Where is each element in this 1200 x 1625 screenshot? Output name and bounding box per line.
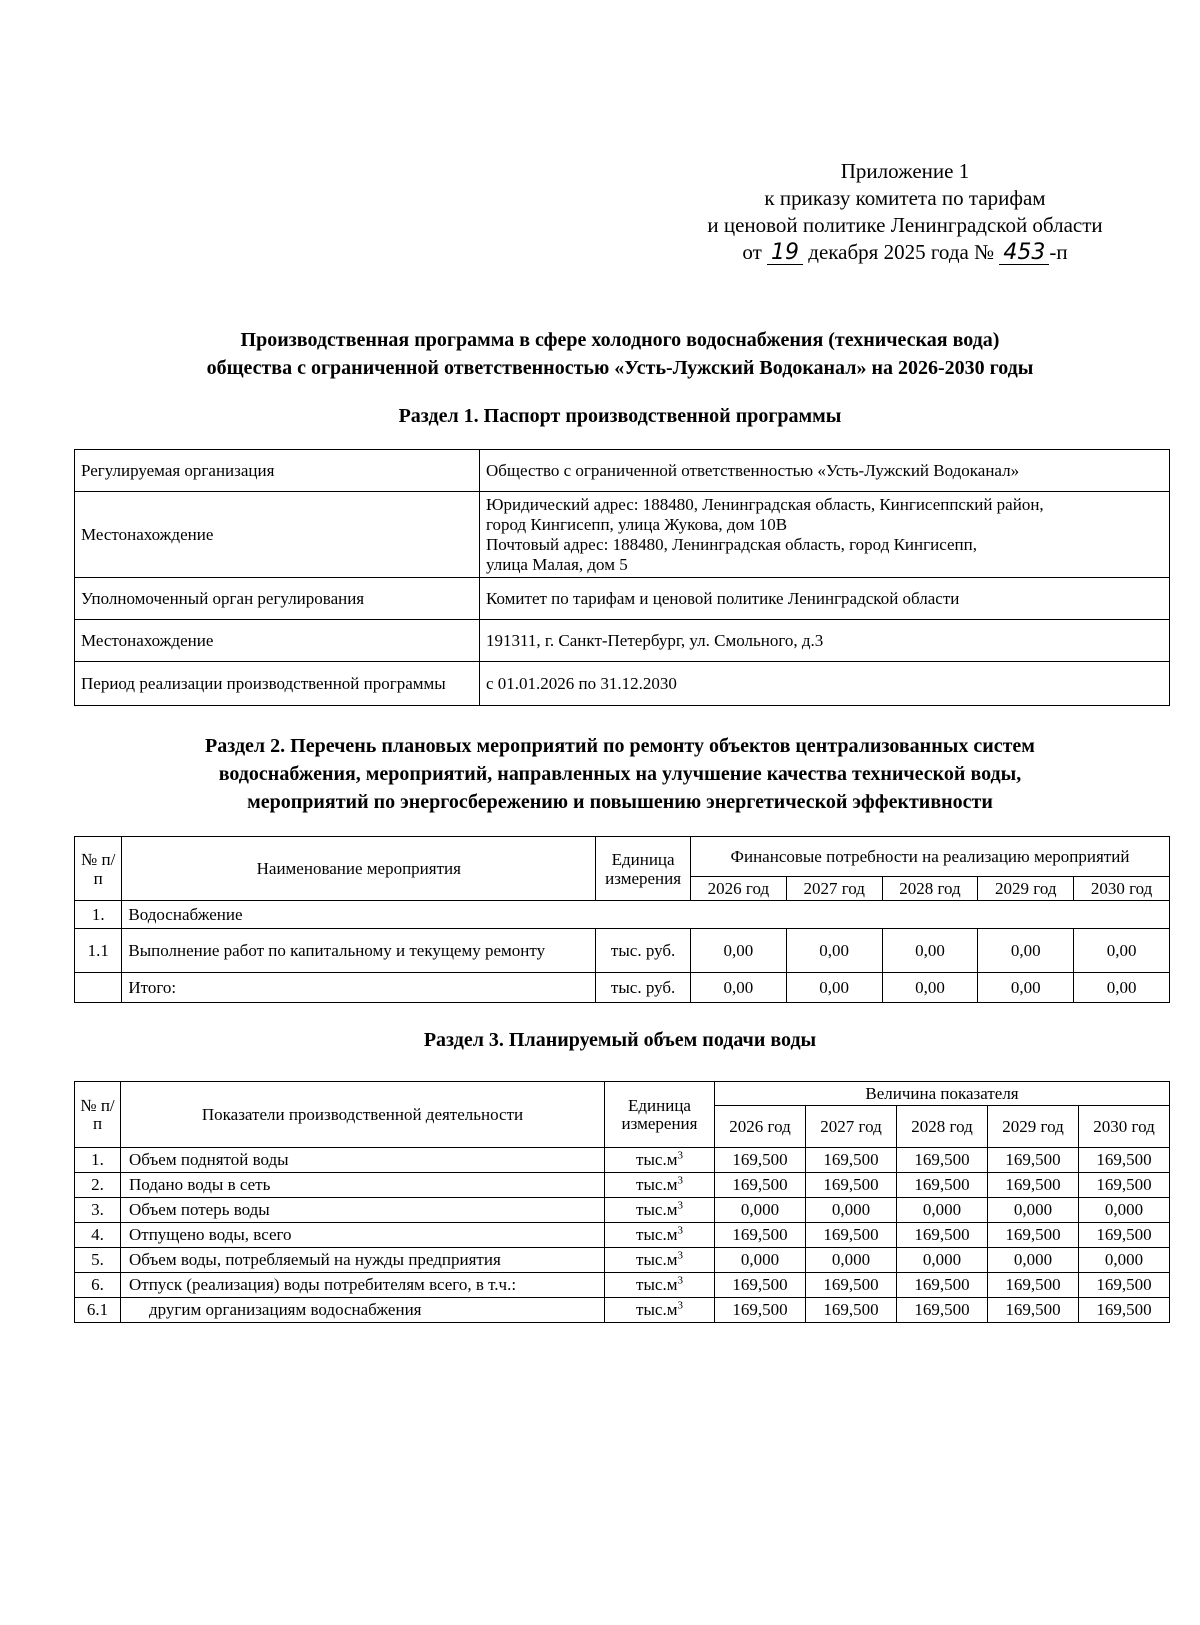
appendix-line1: Приложение 1 (840, 159, 970, 183)
row-value: 169,500 (806, 1298, 897, 1323)
postal-address-line1: Почтовый адрес: 188480, Ленинградская область, город Кингисепп, (486, 534, 977, 554)
row-name: Объем потерь воды (121, 1198, 605, 1223)
year-header: 2028 год (897, 1106, 988, 1148)
row-value: 169,500 (806, 1148, 897, 1173)
row-unit (605, 1223, 715, 1248)
order-suffix: -п (1049, 240, 1068, 264)
activities-table (74, 836, 1170, 1003)
group-name: Водоснабжение (122, 901, 1170, 929)
row-value: 169,500 (715, 1298, 806, 1323)
row-value: 0,00 (1074, 973, 1170, 1003)
row-value: 169,500 (988, 1273, 1079, 1298)
row-unit: тыс. руб. (596, 973, 691, 1003)
section2-heading-line3: мероприятий по энергосбережению и повышению энергетической эффективности (247, 791, 993, 813)
unit-superscript: 3 (677, 1249, 683, 1262)
table-row (75, 929, 1170, 973)
document-title-line2: общества с ограниченной ответственностью «Усть-Лужский Водоканал» на 2026-2030 годы (206, 357, 1034, 379)
unit-text: тыс.м (636, 1300, 678, 1319)
appendix-line2: к приказу комитета по тарифам (764, 186, 1046, 210)
table-row (75, 578, 1170, 620)
table-row (75, 662, 1170, 706)
unit-text: тыс.м (636, 1200, 678, 1219)
handwritten-order-number: 453 (999, 242, 1049, 265)
section1-heading: Раздел 1. Паспорт производственной программы (398, 405, 842, 427)
table-row (75, 1173, 1170, 1198)
unit-text: тыс.м (636, 1225, 678, 1244)
table-row (75, 1198, 1170, 1223)
table-header-row (75, 1082, 1170, 1106)
section2-heading (60, 732, 1180, 816)
row-value: 0,000 (897, 1248, 988, 1273)
row-name: Подано воды в сеть (121, 1173, 605, 1198)
row-value: 169,500 (1079, 1223, 1170, 1248)
section3-heading: Раздел 3. Планируемый объем подачи воды (423, 1029, 817, 1051)
appendix-date-line (640, 239, 1170, 266)
row-num: 3. (75, 1198, 121, 1223)
legal-address-line1: Юридический адрес: 188480, Ленинградская область, Кингисеппский район, (486, 494, 1044, 514)
year-header: 2029 год (988, 1106, 1079, 1148)
section2-heading-line1: Раздел 2. Перечень плановых мероприятий по ремонту объектов централизованных систем (205, 735, 1035, 757)
row-value: 191311, г. Санкт-Петербург, ул. Смольного, д.3 (480, 620, 1170, 662)
table-row (75, 1298, 1170, 1323)
table-row (75, 1273, 1170, 1298)
col-name-header: Показатели производственной деятельности (121, 1082, 605, 1148)
row-label: Период реализации производственной программы (75, 662, 480, 706)
water-volume-body (75, 1148, 1170, 1323)
unit-text: тыс.м (636, 1275, 678, 1294)
table-row (75, 1223, 1170, 1248)
unit-text: тыс.м (636, 1175, 678, 1194)
row-unit (605, 1198, 715, 1223)
row-value: 169,500 (715, 1273, 806, 1298)
table-row (75, 620, 1170, 662)
row-value: 169,500 (1079, 1148, 1170, 1173)
row-label: Местонахождение (75, 492, 480, 578)
row-value: 0,00 (978, 929, 1074, 973)
unit-text: тыс.м (636, 1250, 678, 1269)
table-row (75, 492, 1170, 578)
passport-table (74, 449, 1170, 706)
appendix-header (640, 158, 1170, 266)
row-value: 169,500 (1079, 1298, 1170, 1323)
row-num: 6. (75, 1273, 121, 1298)
row-name: Отпуск (реализация) воды потребителям всего, в т.ч.: (121, 1273, 605, 1298)
row-value: 0,00 (786, 929, 882, 973)
row-value: с 01.01.2026 по 31.12.2030 (480, 662, 1170, 706)
row-value: 169,500 (897, 1298, 988, 1323)
section2-heading-line2: водоснабжения, мероприятий, направленных на улучшение качества технической воды, (218, 763, 1022, 785)
row-unit (605, 1173, 715, 1198)
appendix-line3: и ценовой политике Ленинградской области (707, 213, 1103, 237)
row-value: 169,500 (806, 1273, 897, 1298)
row-value: 0,000 (806, 1198, 897, 1223)
row-value: 169,500 (897, 1223, 988, 1248)
row-name: Объем поднятой воды (121, 1148, 605, 1173)
row-value: 169,500 (897, 1273, 988, 1298)
table-row (75, 450, 1170, 492)
row-value: 0,00 (786, 973, 882, 1003)
year-header: 2028 год (882, 877, 978, 901)
row-value: 0,00 (690, 973, 786, 1003)
row-value: Комитет по тарифам и ценовой политике Ленинградской области (480, 578, 1170, 620)
col-unit-header: Единица измерения (596, 837, 691, 901)
handwritten-day: 19 (767, 242, 803, 265)
row-value: 0,00 (1074, 929, 1170, 973)
row-value: 0,000 (1079, 1248, 1170, 1273)
row-num (75, 973, 122, 1003)
row-label: Местонахождение (75, 620, 480, 662)
unit-superscript: 3 (677, 1299, 683, 1312)
year-header: 2026 год (690, 877, 786, 901)
row-value: 0,00 (882, 929, 978, 973)
row-value: 169,500 (988, 1173, 1079, 1198)
row-num: 1.1 (75, 929, 122, 973)
row-value: Общество с ограниченной ответственностью «Усть-Лужский Водоканал» (480, 450, 1170, 492)
row-value-address (480, 492, 1170, 578)
row-label: Регулируемая организация (75, 450, 480, 492)
row-unit (605, 1248, 715, 1273)
row-value: 169,500 (897, 1173, 988, 1198)
row-name: Отпущено воды, всего (121, 1223, 605, 1248)
row-value: 0,000 (988, 1248, 1079, 1273)
unit-superscript: 3 (677, 1199, 683, 1212)
row-value: 169,500 (715, 1223, 806, 1248)
unit-superscript: 3 (677, 1149, 683, 1162)
col-num-header: № п/п (75, 837, 122, 901)
water-volume-table (74, 1081, 1170, 1323)
row-value: 0,000 (897, 1198, 988, 1223)
unit-superscript: 3 (677, 1274, 683, 1287)
col-num-header: № п/п (75, 1082, 121, 1148)
date-rest: декабря 2025 года № (808, 240, 995, 264)
row-value: 169,500 (715, 1173, 806, 1198)
row-unit: тыс. руб. (596, 929, 691, 973)
row-name: Выполнение работ по капитальному и текущему ремонту (122, 929, 596, 973)
row-value: 169,500 (988, 1298, 1079, 1323)
col-value-header: Величина показателя (715, 1082, 1170, 1106)
unit-superscript: 3 (677, 1224, 683, 1237)
row-value: 0,00 (882, 973, 978, 1003)
col-name-header: Наименование мероприятия (122, 837, 596, 901)
row-label: Уполномоченный орган регулирования (75, 578, 480, 620)
year-header: 2030 год (1074, 877, 1170, 901)
row-value: 169,500 (806, 1173, 897, 1198)
row-num: 6.1 (75, 1298, 121, 1323)
table-header-row (75, 837, 1170, 877)
row-value: 169,500 (806, 1223, 897, 1248)
table-row (75, 973, 1170, 1003)
year-header: 2027 год (786, 877, 882, 901)
year-header: 2027 год (806, 1106, 897, 1148)
row-value: 169,500 (897, 1148, 988, 1173)
row-num: 1. (75, 901, 122, 929)
row-value: 169,500 (988, 1223, 1079, 1248)
row-unit (605, 1148, 715, 1173)
unit-superscript: 3 (677, 1174, 683, 1187)
row-unit (605, 1273, 715, 1298)
row-value: 169,500 (1079, 1173, 1170, 1198)
year-header: 2026 год (715, 1106, 806, 1148)
row-value: 0,000 (1079, 1198, 1170, 1223)
row-value: 169,500 (715, 1148, 806, 1173)
row-unit (605, 1298, 715, 1323)
row-value: 0,00 (978, 973, 1074, 1003)
row-value: 0,00 (690, 929, 786, 973)
row-num: 4. (75, 1223, 121, 1248)
row-name: Объем воды, потребляемый на нужды предприятия (121, 1248, 605, 1273)
row-value: 0,000 (806, 1248, 897, 1273)
row-value: 169,500 (1079, 1273, 1170, 1298)
row-value: 0,000 (715, 1248, 806, 1273)
row-num: 5. (75, 1248, 121, 1273)
row-value: 0,000 (715, 1198, 806, 1223)
year-header: 2029 год (978, 877, 1074, 901)
row-num: 1. (75, 1148, 121, 1173)
row-value: 0,000 (988, 1198, 1079, 1223)
row-name: другим организациям водоснабжения (121, 1298, 605, 1323)
document-title (60, 326, 1180, 382)
row-num: 2. (75, 1173, 121, 1198)
unit-text: тыс.м (636, 1150, 678, 1169)
date-prefix: от (742, 240, 762, 264)
col-financial-header: Финансовые потребности на реализацию мероприятий (690, 837, 1169, 877)
table-row (75, 1248, 1170, 1273)
row-name: Итого: (122, 973, 596, 1003)
row-value: 169,500 (988, 1148, 1079, 1173)
table-row (75, 1148, 1170, 1173)
document-title-line1: Производственная программа в сфере холодного водоснабжения (техническая вода) (240, 329, 1000, 351)
legal-address-line2: город Кингисепп, улица Жукова, дом 10В (486, 514, 788, 534)
col-unit-header: Единица измерения (605, 1082, 715, 1148)
year-header: 2030 год (1079, 1106, 1170, 1148)
postal-address-line2: улица Малая, дом 5 (486, 554, 628, 574)
table-row (75, 901, 1170, 929)
